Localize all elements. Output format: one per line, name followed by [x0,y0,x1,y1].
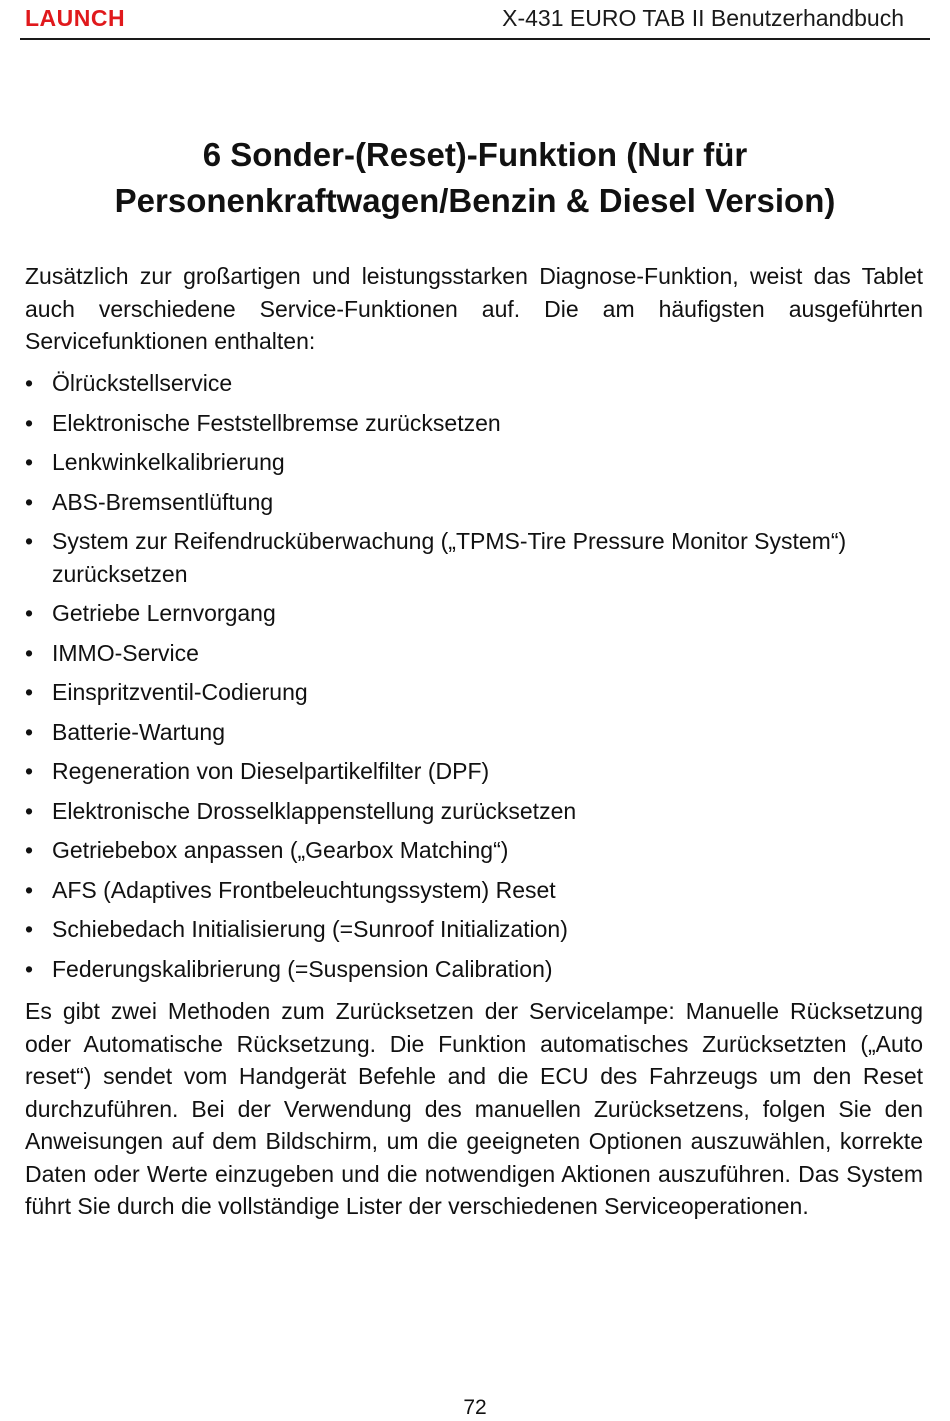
list-item-text: Getriebe Lernvorgang [52,600,276,626]
bullet-icon: • [25,639,34,666]
chapter-title: 6 Sonder-(Reset)-Funktion (Nur für Personenkraftwagen/Benzin & Diesel Version) [114,136,836,219]
launch-logo: LAUNCH [25,5,126,31]
list-item [25,446,925,479]
bullet-icon: • [25,758,34,784]
list-item-text: Ölrückstellservice [52,370,233,396]
list-item-text: Batterie-Wartung [52,718,225,745]
list-item-text: Einspritzventil-Codierung [52,679,308,705]
document-title: X-431 EURO TAB II Benutzerhandbuch [502,5,904,31]
page-number: 72 [463,1396,487,1419]
bullet-icon: • [25,718,34,745]
list-item [25,637,925,670]
list-item-text: Elektronische Drosselklappenstellung zurücksetzen [52,797,577,824]
bullet-icon: • [25,600,34,626]
outro-paragraph: Es gibt zwei Methoden zum Zurücksetzen der Servicelampe: Manuelle Rücksetzung oder Automatische Rücksetzung. Die Funktion automatisches Zurücksetzten („Auto reset“) sendet vom Handgerät Befehle and die ECU des Fahrzeugs um den Reset durchzuführen. Bei der Verwendung des manuellen Zurücksetzens, folgen Sie den Anweisungen auf dem Bildschirm, um die geeigneten Optionen auszuwählen, korrekte Daten oder Werte einzugeben und die notwendigen Aktionen auszuführen. Das System führt Sie durch die vollständige Lister der verschiedenen Serviceoperationen. [25,998,923,1219]
list-item-text: Federungskalibrierung (=Suspension Calibration) [52,955,553,982]
bullet-icon: • [25,837,34,863]
intro-paragraph: Zusätzlich zur großartigen und leistungsstarken Diagnose-Funktion, weist das Tablet auch verschiedene Service-Funktionen auf. Die am häufigsten ausgeführten Servicefunktionen enthalten: [25,263,923,354]
list-item-text: Elektronische Feststellbremse zurücksetzen [52,409,501,436]
list-item [25,597,925,630]
list-item [25,953,925,986]
list-item [25,874,925,907]
list-item-text: IMMO-Service [52,639,199,666]
list-item [25,486,925,519]
list-item [25,407,925,440]
bullet-icon: • [25,797,34,824]
list-item-text: AFS (Adaptives Frontbeleuchtungssystem) Reset [52,876,556,903]
list-item [25,834,925,867]
list-item [25,676,925,709]
list-item [25,525,925,590]
list-item [25,795,925,828]
bullet-icon: • [25,488,34,515]
list-item [25,913,925,946]
list-item-text: Regeneration von Dieselpartikelfilter (DPF) [52,758,490,784]
bullet-icon: • [25,916,34,942]
bullet-icon: • [25,409,34,436]
page-header [20,0,930,40]
list-item-text: ABS-Bremsentlüftung [52,488,274,515]
list-item-text: Lenkwinkelkalibrierung [52,449,285,475]
service-function-list [25,367,925,992]
list-item-text: Getriebebox anpassen („Gearbox Matching“) [52,837,509,863]
bullet-icon: • [25,528,34,554]
list-item-text: System zur Reifendrucküberwachung („TPMS-Tire Pressure Monitor System“) zurücksetzen [52,528,847,587]
list-item [25,755,925,788]
bullet-icon: • [25,955,34,982]
list-item [25,367,925,400]
bullet-icon: • [25,370,34,396]
list-item-text: Schiebedach Initialisierung (=Sunroof Initialization) [52,916,568,942]
bullet-icon: • [25,679,34,705]
list-item [25,716,925,749]
bullet-icon: • [25,449,34,475]
bullet-icon: • [25,876,34,903]
